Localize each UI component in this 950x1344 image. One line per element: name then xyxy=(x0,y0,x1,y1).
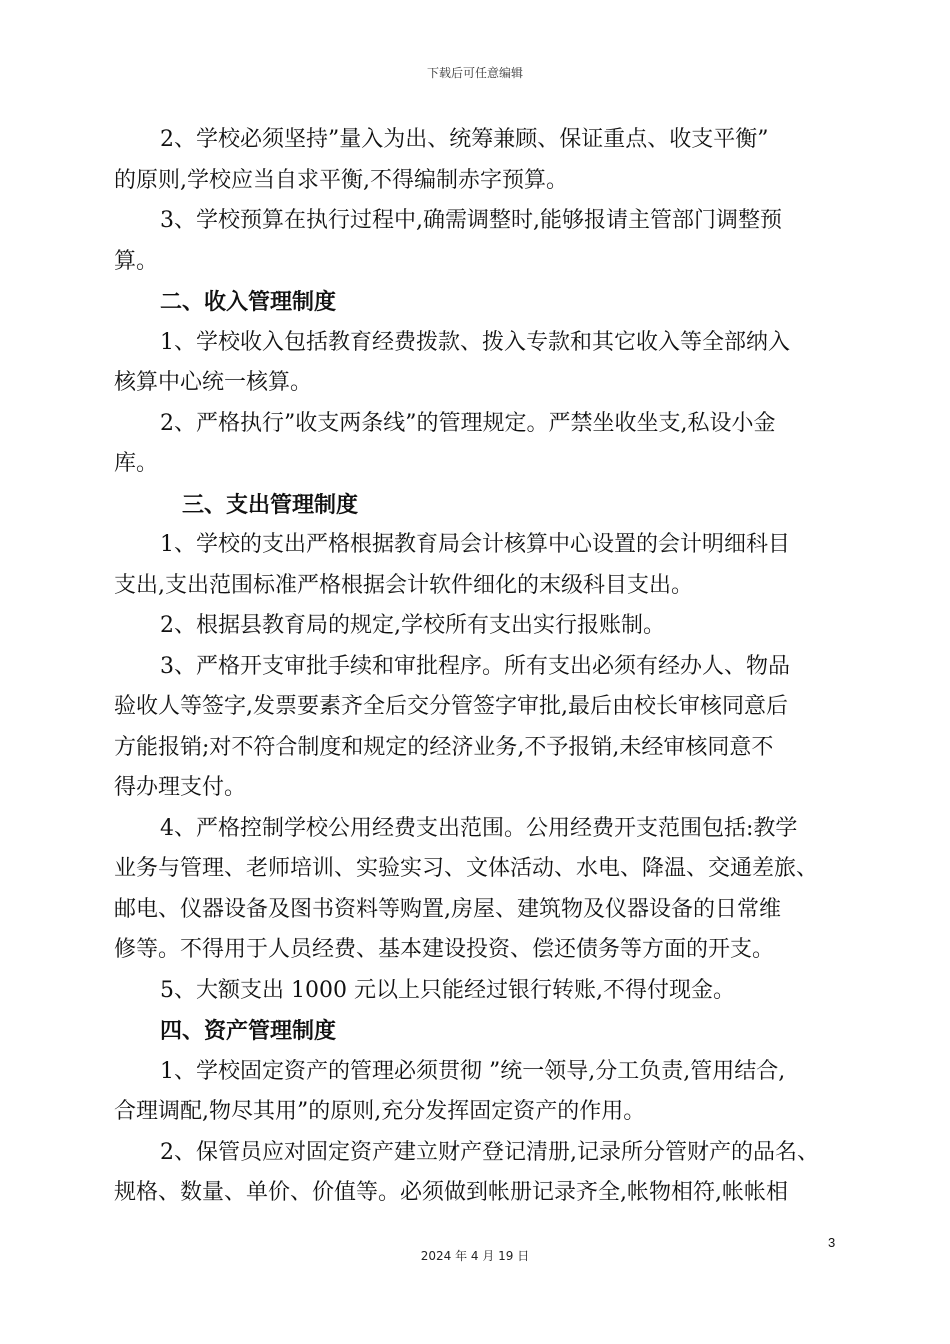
text-line: 1、学校收入包括教育经费拨款、拨入专款和其它收入等全部纳入 xyxy=(160,329,790,355)
text-line: 3、严格开支审批手续和审批程序。所有支出必须有经办人、物品 xyxy=(160,653,790,679)
text-line: 1、学校固定资产的管理必须贯彻 ”统一领导,分工负责,管用结合, xyxy=(160,1058,786,1084)
text-line: 的原则,学校应当自求平衡,不得编制赤字预算。 xyxy=(114,167,568,193)
section-heading: 二、收入管理制度 xyxy=(160,289,337,315)
document-body xyxy=(114,120,849,1214)
text-line: 业务与管理、老师培训、实验实习、文体活动、水电、降温、交通差旅、 xyxy=(114,856,819,881)
text-line: 5、大额支出 1000 元以上只能经过银行转账,不得付现金。 xyxy=(160,977,735,1003)
section-heading: 三、支出管理制度 xyxy=(182,491,359,518)
text-line: 2、根据县教育局的规定,学校所有支出实行报账制。 xyxy=(160,613,665,638)
section-heading: 四、资产管理制度 xyxy=(160,1018,337,1044)
text-line: 规格、数量、单价、价值等。必须做到帐册记录齐全,帐物相符,帐帐相 xyxy=(114,1180,788,1205)
text-line: 1、学校的支出严格根据教育局会计核算中心设置的会计明细科目 xyxy=(160,532,790,557)
text-line: 2、严格执行”收支两条线”的管理规定。严禁坐收坐支,私设小金 xyxy=(160,410,776,436)
text-line: 2、学校必须坚持”量入为出、统筹兼顾、保证重点、收支平衡” xyxy=(160,127,769,152)
text-line: 方能报销;对不符合制度和规定的经济业务,不予报销,未经审核同意不 xyxy=(114,734,774,760)
text-line: 核算中心统一核算。 xyxy=(114,370,313,395)
text-line: 4、严格控制学校公用经费支出范围。公用经费开支范围包括:教学 xyxy=(160,815,798,841)
text-line: 邮电、仪器设备及图书资料等购置,房屋、建筑物及仪器设备的日常维 xyxy=(114,896,781,922)
text-line: 合理调配,物尽其用”的原则,充分发挥固定资产的作用。 xyxy=(114,1099,646,1124)
text-line: 算。 xyxy=(114,248,159,274)
text-line: 得办理支付。 xyxy=(114,775,247,800)
page-footer-date: 2024 年 4 月 19 日 xyxy=(420,1249,530,1263)
page-number: 3 xyxy=(828,1235,836,1250)
text-line: 支出,支出范围标准严格根据会计软件细化的末级科目支出。 xyxy=(114,572,693,598)
text-line: 2、保管员应对固定资产建立财产登记清册,记录所分管财产的品名、 xyxy=(160,1139,819,1165)
text-line: 验收人等签字,发票要素齐全后交分管签字审批,最后由校长审核同意后 xyxy=(114,694,788,719)
text-line: 库。 xyxy=(114,451,159,476)
text-line: 修等。不得用于人员经费、基本建设投资、偿还债务等方面的开支。 xyxy=(114,937,775,962)
page-header: 下载后可任意编辑 xyxy=(426,66,523,80)
text-line: 3、学校预算在执行过程中,确需调整时,能够报请主管部门调整预 xyxy=(160,208,782,233)
